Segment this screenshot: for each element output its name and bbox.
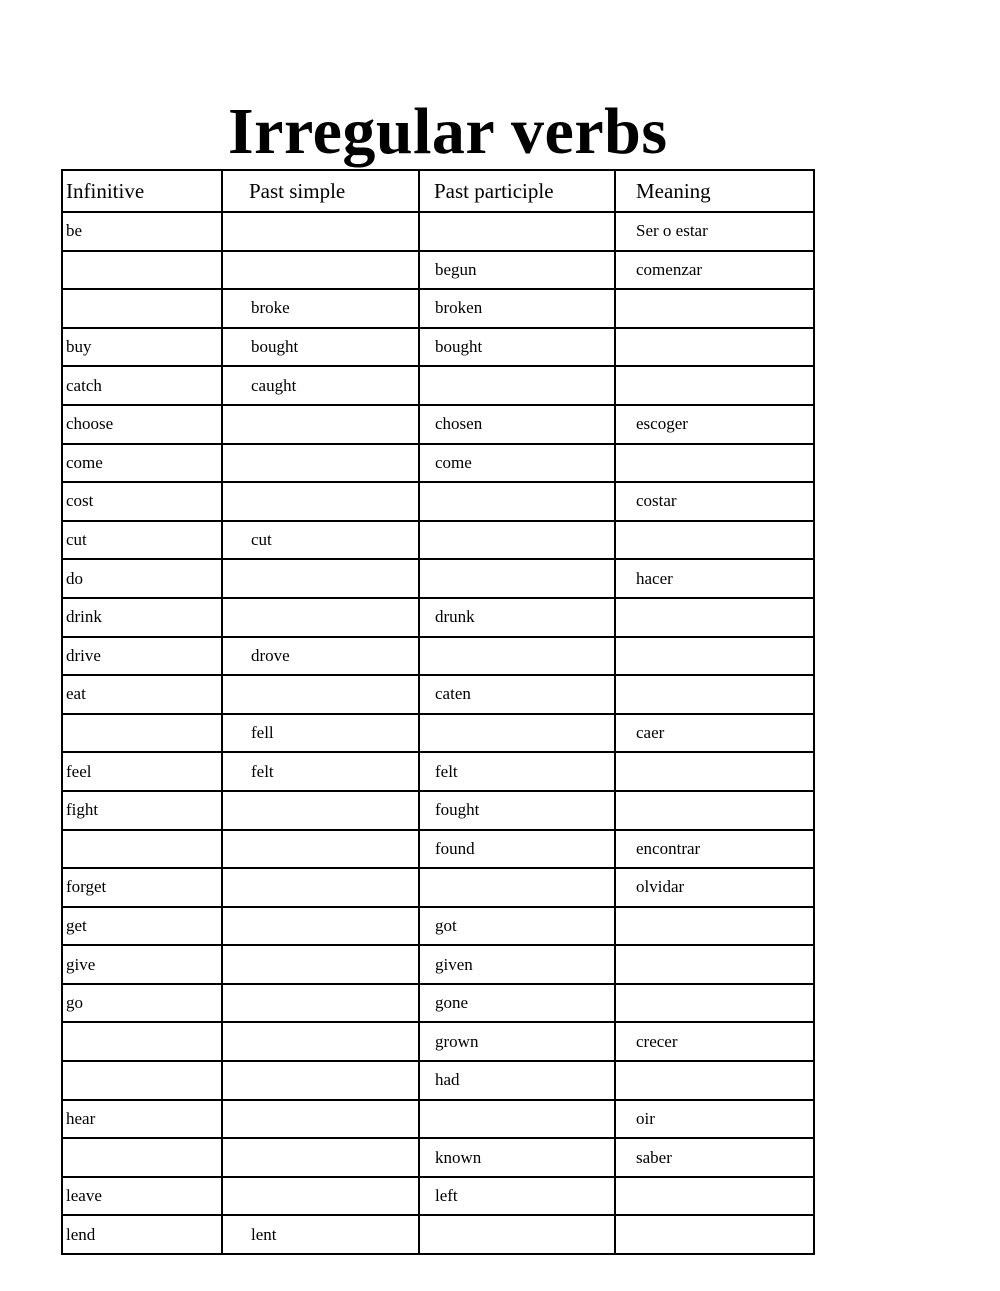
table-row [62, 1022, 814, 1061]
past-simple-cell[interactable]: felt [222, 752, 419, 791]
past-simple-cell[interactable]: drove [222, 637, 419, 676]
meaning-cell[interactable] [615, 328, 814, 367]
meaning-cell[interactable]: olvidar [615, 868, 814, 907]
past-participle-cell[interactable] [419, 366, 615, 405]
infinitive-cell[interactable]: be [62, 212, 222, 251]
verbs-table [61, 169, 815, 1255]
infinitive-cell[interactable]: catch [62, 366, 222, 405]
past-simple-cell[interactable] [222, 559, 419, 598]
meaning-cell[interactable]: encontrar [615, 830, 814, 869]
past-participle-cell[interactable]: drunk [419, 598, 615, 637]
table-row [62, 289, 814, 328]
past-participle-cell[interactable]: begun [419, 251, 615, 290]
past-simple-cell[interactable] [222, 444, 419, 483]
table-row [62, 868, 814, 907]
table-row [62, 1215, 814, 1254]
meaning-cell[interactable]: costar [615, 482, 814, 521]
infinitive-cell[interactable]: cost [62, 482, 222, 521]
infinitive-cell[interactable] [62, 1061, 222, 1100]
past-participle-cell[interactable] [419, 482, 615, 521]
past-simple-cell[interactable] [222, 1138, 419, 1177]
infinitive-cell[interactable]: go [62, 984, 222, 1023]
infinitive-cell[interactable]: come [62, 444, 222, 483]
infinitive-cell[interactable]: choose [62, 405, 222, 444]
past-participle-cell[interactable] [419, 521, 615, 560]
meaning-cell[interactable] [615, 675, 814, 714]
table-row [62, 1138, 814, 1177]
infinitive-cell[interactable] [62, 251, 222, 290]
table-row [62, 1061, 814, 1100]
past-participle-cell[interactable] [419, 559, 615, 598]
past-participle-cell[interactable]: gone [419, 984, 615, 1023]
infinitive-cell[interactable]: cut [62, 521, 222, 560]
past-simple-cell[interactable] [222, 405, 419, 444]
meaning-cell[interactable] [615, 752, 814, 791]
header-infinitive: Infinitive [62, 170, 222, 212]
meaning-cell[interactable]: oir [615, 1100, 814, 1139]
table-row [62, 559, 814, 598]
meaning-cell[interactable] [615, 984, 814, 1023]
table-row [62, 444, 814, 483]
meaning-cell[interactable] [615, 444, 814, 483]
table-row [62, 328, 814, 367]
table-body [62, 212, 814, 1254]
infinitive-cell[interactable] [62, 1022, 222, 1061]
past-participle-cell[interactable]: chosen [419, 405, 615, 444]
table-row [62, 1177, 814, 1216]
infinitive-cell[interactable]: feel [62, 752, 222, 791]
infinitive-cell[interactable]: hear [62, 1100, 222, 1139]
meaning-cell[interactable] [615, 289, 814, 328]
past-participle-cell[interactable]: felt [419, 752, 615, 791]
meaning-cell[interactable]: escoger [615, 405, 814, 444]
past-simple-cell[interactable] [222, 984, 419, 1023]
meaning-cell[interactable]: caer [615, 714, 814, 753]
past-simple-cell[interactable] [222, 1022, 419, 1061]
table-row [62, 598, 814, 637]
past-participle-cell[interactable] [419, 212, 615, 251]
past-simple-cell[interactable] [222, 251, 419, 290]
table-row [62, 405, 814, 444]
table-row [62, 714, 814, 753]
past-simple-cell[interactable]: cut [222, 521, 419, 560]
table-row [62, 366, 814, 405]
infinitive-cell[interactable]: forget [62, 868, 222, 907]
infinitive-cell[interactable]: leave [62, 1177, 222, 1216]
past-participle-cell[interactable] [419, 1215, 615, 1254]
infinitive-cell[interactable]: eat [62, 675, 222, 714]
past-participle-cell[interactable]: had [419, 1061, 615, 1100]
infinitive-cell[interactable]: drink [62, 598, 222, 637]
meaning-cell[interactable] [615, 637, 814, 676]
past-simple-cell[interactable] [222, 598, 419, 637]
past-participle-cell[interactable]: grown [419, 1022, 615, 1061]
table-row [62, 251, 814, 290]
meaning-cell[interactable] [615, 521, 814, 560]
past-participle-cell[interactable]: got [419, 907, 615, 946]
table-row [62, 791, 814, 830]
infinitive-cell[interactable]: get [62, 907, 222, 946]
meaning-cell[interactable] [615, 907, 814, 946]
past-participle-cell[interactable]: bought [419, 328, 615, 367]
past-participle-cell[interactable] [419, 714, 615, 753]
past-simple-cell[interactable] [222, 1100, 419, 1139]
table-header-row [62, 170, 814, 212]
past-simple-cell[interactable] [222, 212, 419, 251]
table-row [62, 984, 814, 1023]
infinitive-cell[interactable]: fight [62, 791, 222, 830]
meaning-cell[interactable] [615, 1177, 814, 1216]
table-row [62, 1100, 814, 1139]
past-participle-cell[interactable]: come [419, 444, 615, 483]
table-row [62, 752, 814, 791]
table-row [62, 521, 814, 560]
header-past-participle: Past participle [419, 170, 615, 212]
table-row [62, 212, 814, 251]
meaning-cell[interactable] [615, 598, 814, 637]
past-participle-cell[interactable]: left [419, 1177, 615, 1216]
past-participle-cell[interactable] [419, 868, 615, 907]
page-title: Irregular verbs [228, 95, 668, 168]
past-simple-cell[interactable] [222, 791, 419, 830]
past-participle-cell[interactable]: found [419, 830, 615, 869]
past-simple-cell[interactable] [222, 675, 419, 714]
past-simple-cell[interactable]: bought [222, 328, 419, 367]
past-participle-cell[interactable]: fought [419, 791, 615, 830]
table-row [62, 907, 814, 946]
meaning-cell[interactable] [615, 791, 814, 830]
meaning-cell[interactable]: saber [615, 1138, 814, 1177]
infinitive-cell[interactable]: give [62, 945, 222, 984]
past-participle-cell[interactable]: known [419, 1138, 615, 1177]
infinitive-cell[interactable] [62, 289, 222, 328]
past-participle-cell[interactable]: broken [419, 289, 615, 328]
meaning-cell[interactable] [615, 1215, 814, 1254]
past-simple-cell[interactable]: caught [222, 366, 419, 405]
infinitive-cell[interactable]: do [62, 559, 222, 598]
infinitive-cell[interactable] [62, 1138, 222, 1177]
past-simple-cell[interactable] [222, 830, 419, 869]
past-participle-cell[interactable]: given [419, 945, 615, 984]
meaning-cell[interactable]: comenzar [615, 251, 814, 290]
infinitive-cell[interactable]: lend [62, 1215, 222, 1254]
table-row [62, 675, 814, 714]
infinitive-cell[interactable] [62, 830, 222, 869]
past-simple-cell[interactable]: fell [222, 714, 419, 753]
table-row [62, 830, 814, 869]
header-meaning: Meaning [615, 170, 814, 212]
table-row [62, 637, 814, 676]
past-participle-cell[interactable]: caten [419, 675, 615, 714]
past-participle-cell[interactable] [419, 637, 615, 676]
past-simple-cell[interactable] [222, 868, 419, 907]
past-simple-cell[interactable] [222, 907, 419, 946]
table-row [62, 482, 814, 521]
infinitive-cell[interactable]: buy [62, 328, 222, 367]
infinitive-cell[interactable] [62, 714, 222, 753]
past-simple-cell[interactable] [222, 1061, 419, 1100]
past-simple-cell[interactable]: lent [222, 1215, 419, 1254]
meaning-cell[interactable]: hacer [615, 559, 814, 598]
past-simple-cell[interactable] [222, 945, 419, 984]
meaning-cell[interactable]: crecer [615, 1022, 814, 1061]
past-participle-cell[interactable] [419, 1100, 615, 1139]
past-simple-cell[interactable] [222, 482, 419, 521]
table-row [62, 945, 814, 984]
past-simple-cell[interactable]: broke [222, 289, 419, 328]
header-past-simple: Past simple [222, 170, 419, 212]
meaning-cell[interactable] [615, 945, 814, 984]
meaning-cell[interactable] [615, 1061, 814, 1100]
past-simple-cell[interactable] [222, 1177, 419, 1216]
meaning-cell[interactable] [615, 366, 814, 405]
meaning-cell[interactable]: Ser o estar [615, 212, 814, 251]
infinitive-cell[interactable]: drive [62, 637, 222, 676]
